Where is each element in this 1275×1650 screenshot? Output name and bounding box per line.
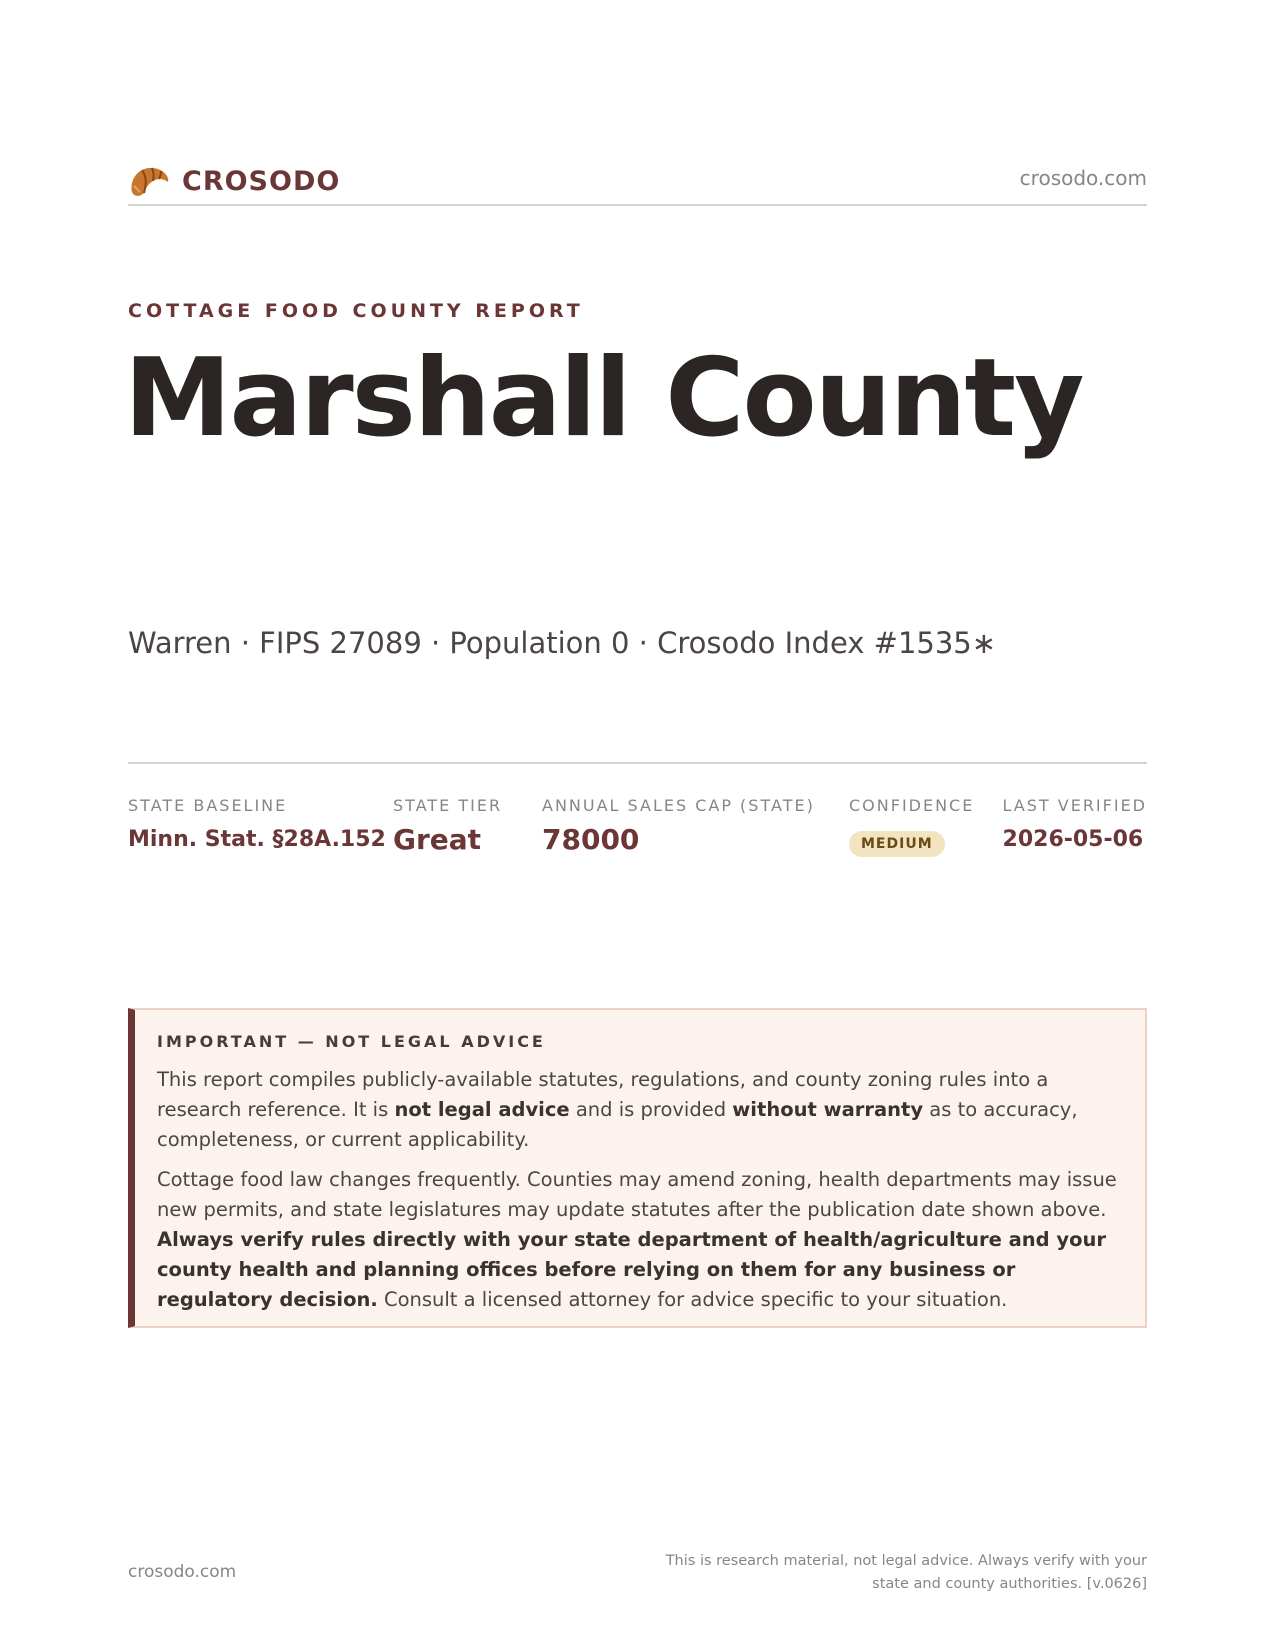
notice-text: and is provided (569, 1098, 733, 1121)
report-page (124, 0, 1147, 1650)
fact-label: ANNUAL SALES CAP (STATE) (542, 796, 815, 815)
notice-emphasis: Always verify rules directly with your state department of health/agriculture and your county health and planning offices before relying on them for any business or regulatory decision. (157, 1228, 1107, 1311)
notice-paragraph-1 (157, 1065, 1119, 1155)
notice-text: Cottage food law changes frequently. Counties may amend zoning, health departments may issue new permits, and state legislatures may update statutes after the publication date shown above. (157, 1168, 1117, 1221)
legal-notice (128, 1008, 1147, 1328)
notice-emphasis: not legal advice (394, 1098, 570, 1121)
fact-label: STATE BASELINE (128, 796, 288, 815)
notice-paragraph-2 (157, 1165, 1119, 1315)
fact-confidence (849, 796, 974, 857)
report-eyebrow: COTTAGE FOOD COUNTY REPORT (128, 300, 584, 322)
fact-value: 2026-05-06 (1002, 827, 1144, 852)
county-subtitle: Warren · FIPS 27089 · Population 0 · Crosodo Index #1535∗ (128, 626, 997, 660)
fact-value: 78000 (542, 823, 640, 856)
notice-heading: IMPORTANT — NOT LEGAL ADVICE (157, 1032, 546, 1051)
brand[interactable] (128, 162, 340, 200)
fact-state-tier (393, 796, 502, 856)
fact-value: Minn. Stat. §28A.152 (128, 827, 386, 852)
fact-value: Great (393, 823, 482, 856)
fact-label: LAST VERIFIED (1002, 796, 1147, 815)
footer-disclaimer: This is research material, not legal advice. Always verify with your state and county authorities. [v.0626] (665, 1553, 1147, 1592)
brand-name: CROSODO (182, 165, 341, 197)
fact-last-verified (1003, 796, 1147, 852)
notice-emphasis: without warranty (732, 1098, 924, 1121)
fact-state-baseline (128, 796, 386, 852)
fact-label: STATE TIER (393, 796, 503, 815)
facts-row (128, 796, 1147, 876)
notice-text: as to accuracy, completeness, or current applicability. (157, 1098, 1078, 1151)
notice-text: Consult a licensed attorney for advice specific to your situation. (377, 1288, 1008, 1311)
site-link[interactable]: crosodo.com (1019, 166, 1147, 190)
confidence-badge: MEDIUM (849, 831, 945, 857)
footer-site[interactable]: crosodo.com (128, 1562, 237, 1582)
notice-text: This report compiles publicly-available statutes, regulations, and county zoning rules into a research reference. It is (157, 1068, 1049, 1121)
divider (128, 762, 1147, 764)
page-header (128, 158, 1147, 206)
page-title: Marshall County (124, 336, 1083, 461)
fact-sales-cap (542, 796, 815, 856)
fact-label: CONFIDENCE (849, 796, 975, 815)
croissant-icon (128, 162, 170, 200)
